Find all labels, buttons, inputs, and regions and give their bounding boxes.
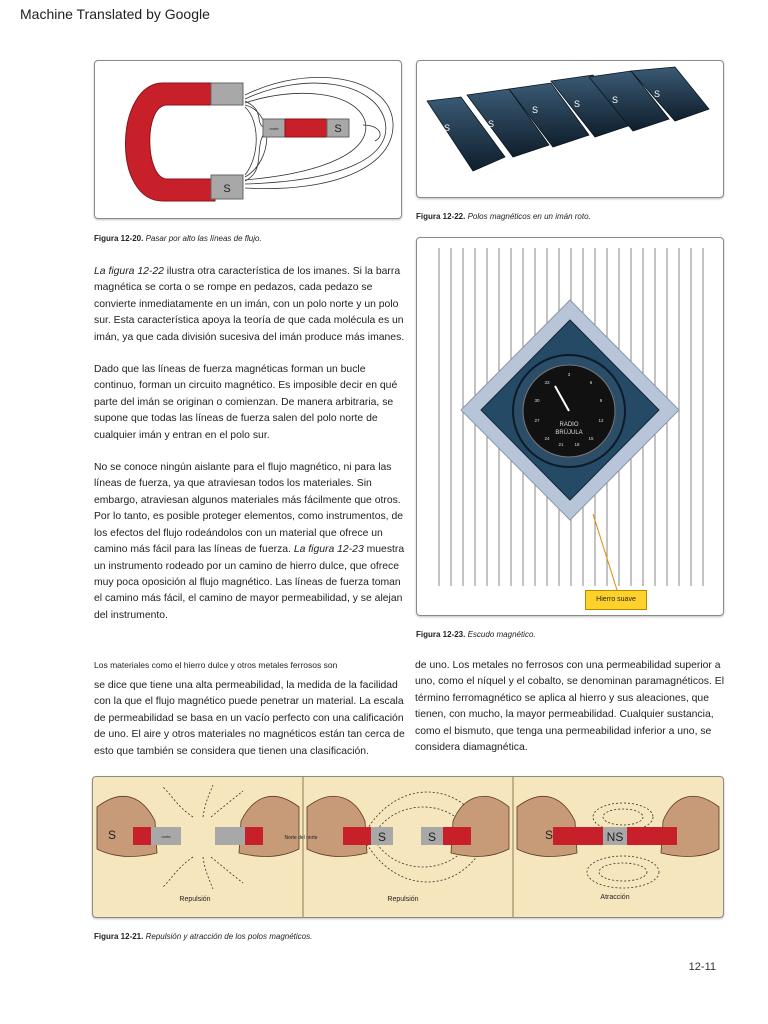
panel-3-label: Atracción [600,894,630,901]
figure-12-22 [416,60,724,198]
soft-iron-label: Hierro suave [585,590,647,610]
caption-figure-12-21: Figura 12-21. Repulsión y atracción de los polos magnéticos. [94,932,313,941]
paragraph-1: La figura 12-22 ilustra otra característica de los imanes. Si la barra magnética se corta o se rompe en pedazos, cada pedazo se convierte inmediatamente en un imán, con un polo norte y un polo sur. Esta característica apoya la teoría de que cada molécula es un imán, ya que cada división sucesiva del imán produce más imanes. [94,266,405,343]
lower-left-paragraph: se dice que tiene una alta permeabilidad, la medida de la facilidad con la que el flujo magnético puede penetrar un material. La escala de permeabilidad se basa en un vacío perfecto con una calificación de uno. El aire y otros materiales no magnéticos están tan cerca de esto que también se considera que tienen una clasificación. [94,680,405,757]
svg-text:33: 33 [544,380,550,385]
bar-south-label: S [334,123,342,135]
caption-figure-12-22: Figura 12-22. Polos magnéticos en un imán roto. [416,212,591,221]
svg-text:21: 21 [558,442,564,447]
page-number: 12-11 [688,961,716,973]
svg-text:S: S [487,119,495,129]
svg-text:S: S [573,99,581,109]
lower-left-first-line: Los materiales como el hierro dulce y otros metales ferrosos son [94,660,338,670]
gauge-top-label: RADIO [559,422,579,428]
svg-text:30: 30 [534,398,540,403]
figure-12-20 [94,60,402,219]
svg-text:NS: NS [606,830,624,844]
poles-repulsion-attraction-illustration [93,777,723,917]
caption-figure-12-20: Figura 12-20. Pasar por alto las líneas de flujo. [94,234,262,243]
svg-text:S: S [531,105,539,115]
horseshoe-north-pole [211,83,243,105]
translation-banner: Machine Translated by Google [20,6,210,22]
gauge-bottom-label: BRÚJULA [555,430,583,436]
svg-text:norte: norte [269,126,279,131]
horseshoe-south-label: S [223,183,231,195]
svg-text:3: 3 [567,372,571,377]
paragraph-3: No se conoce ningún aislante para el flujo magnético, ni para las líneas de fuerza, ya que atraviesan todos los materiales. Sin embargo, atraviesan algunos materiales más fácilmente que otros. Por lo tanto, es posible proteger elementos, como instrumentos, de los efectos del flujo rodeándolos con un material que ofrece un camino más fácil para las líneas de fuerza. La figura 12-23 muestra un instrumento rodeado por un camino de hierro dulce, que ofrece muy poca oposición al flujo magnético. Las líneas de fuerza toman el camino más fácil, el camino de mayor permeabilidad, y se alejan del instrumento. [94,462,405,621]
magnetic-shield-illustration [417,238,723,615]
svg-text:S: S [443,123,451,133]
svg-text:S: S [108,828,117,842]
panel-2-label: Repulsión [387,896,419,903]
panel-1-label: Repulsión [179,896,211,903]
svg-text:norte: norte [161,834,171,839]
svg-text:S: S [653,89,661,99]
paragraph-2: Dado que las líneas de fuerza magnéticas forman un bucle continuo, forman un circuito magnético. Es imposible decir en qué parte del imán se originan o comienzan. De manera arbitraria, se supone que todas las líneas de fuerza salen del polo norte de cualquier imán y entran en el polo sur. [94,364,398,441]
figure-12-23 [416,237,724,616]
caption-figure-12-23: Figura 12-23. Escudo magnético. [416,630,536,639]
svg-text:24: 24 [544,436,550,441]
lower-right-paragraph: de uno. Los metales no ferrosos con una permeabilidad superior a uno, como el níquel y el cobalto, se denominan paramagnéticos. El término ferromagnético se aplica al hierro y sus aleaciones, que tienen, con mucho, la mayor permeabilidad. Cualquier sustancia, como el bismuto, que tenga una permeabilidad inferior a uno, se considera diamagnética. [415,660,725,754]
svg-text:S: S [377,830,387,844]
svg-text:18: 18 [574,442,580,447]
figure-12-21 [92,776,724,918]
svg-text:15: 15 [588,436,594,441]
svg-text:S: S [611,95,619,105]
svg-text:9: 9 [599,398,603,403]
svg-text:6: 6 [589,380,593,385]
svg-text:Norte del norte: Norte del norte [284,835,318,841]
svg-text:27: 27 [534,418,540,423]
svg-text:12: 12 [598,418,604,423]
svg-text:S: S [427,830,437,844]
broken-magnet-illustration [417,61,723,197]
horseshoe-magnet-illustration [95,61,401,218]
svg-text:S: S [545,828,554,842]
left-column-text [94,264,406,640]
